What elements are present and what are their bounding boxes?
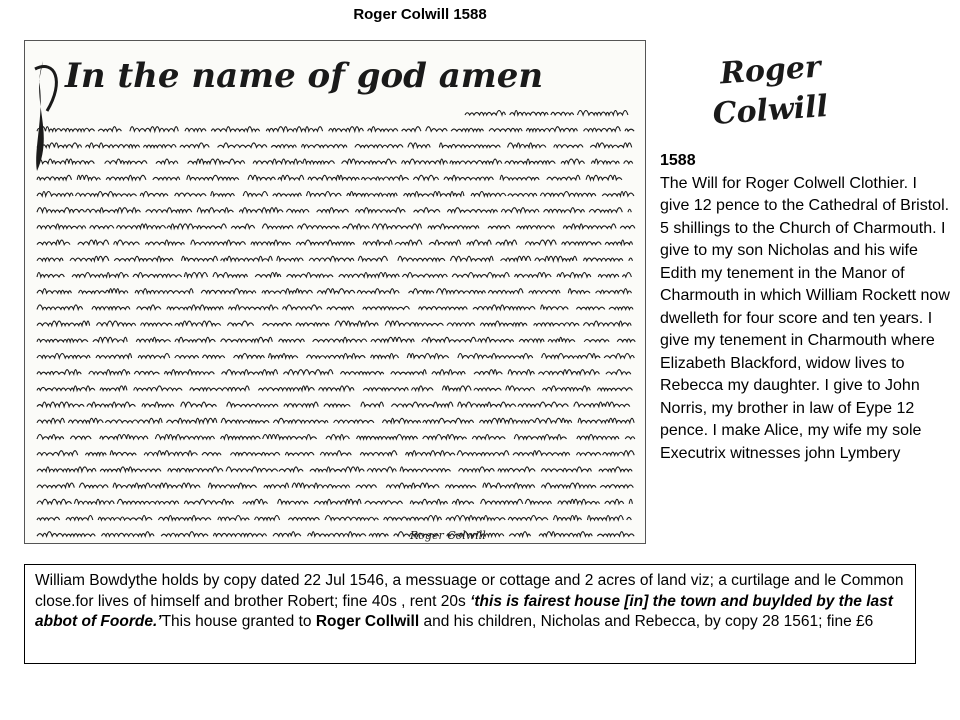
property-note — [24, 564, 916, 664]
handwriting-line — [37, 418, 634, 423]
handwriting-line — [37, 435, 635, 440]
handwriting-line — [37, 305, 633, 310]
note-name: Roger Collwill — [315, 613, 420, 630]
handwriting-line — [37, 499, 632, 504]
manuscript-handwriting — [25, 41, 645, 543]
handwriting-line — [37, 289, 632, 294]
handwriting-line — [37, 240, 632, 245]
handwriting-line — [37, 354, 634, 359]
manuscript-heading: In the name of god amen — [65, 56, 544, 96]
manuscript-signature: Roger Colwill — [410, 529, 486, 542]
signature-line-1: Roger — [718, 49, 822, 92]
handwriting-lines — [37, 111, 635, 537]
page-title: Roger Colwill 1588 — [353, 6, 487, 23]
handwriting-line — [37, 402, 630, 407]
handwriting-line — [37, 386, 632, 391]
summary-year: 1588 — [660, 152, 696, 169]
handwriting-line — [37, 451, 634, 456]
handwriting-line — [37, 127, 634, 132]
handwriting-line — [465, 111, 628, 116]
handwriting-line — [37, 370, 631, 375]
signature-image — [686, 38, 856, 138]
note-text-2: This house granted to — [161, 613, 316, 630]
note-text-1: William Bowdythe holds by copy dated 22 Jul 1546, a messuage or cottage and 2 acres of land viz; a curtilage and le Common close.for lives of himself and brother Robert; fine 40s , rent 20s — [35, 572, 904, 610]
handwriting-line — [37, 321, 631, 326]
handwriting-line — [37, 256, 633, 261]
handwriting-line — [37, 467, 632, 472]
will-summary — [660, 150, 950, 465]
handwriting-line — [37, 337, 635, 342]
note-text-3: and his children, Nicholas and Rebecca, by copy 28 1561; fine £6 — [419, 613, 874, 630]
handwriting-line — [37, 516, 631, 521]
handwriting-line — [37, 483, 633, 488]
initial-flourish — [36, 61, 44, 171]
handwriting-line — [37, 159, 633, 164]
handwriting-line — [37, 143, 632, 148]
handwriting-line — [37, 224, 635, 229]
handwriting-line — [37, 192, 634, 197]
handwriting-line — [37, 532, 634, 537]
handwriting-line — [37, 273, 631, 278]
handwriting-line — [37, 208, 631, 213]
signature-line-2: Colwill — [711, 89, 830, 133]
manuscript-image — [24, 40, 646, 544]
note-quote: ‘this is fairest house [in] the town and buylded by the last abbot of Foorde.’ — [35, 592, 893, 630]
summary-text: The Will for Roger Colwell Clothier. I give 12 pence to the Cathedral of Bristol. 5 shillings to the Church of Charmouth. I give to my son Nicholas and his wife Edith my tenement in the Manor of Charmouth in which William Rockett now dwelleth for four score and ten years. I give my tenement in Charmouth where Elizabeth Blackford, widow lives to Rebecca my daughter. I give to John Norris, my brother in law of Eype 12 pence. I make Alice, my wife my sole Executrix witnesses john Lymbery — [660, 174, 950, 462]
handwriting-line — [37, 175, 622, 180]
